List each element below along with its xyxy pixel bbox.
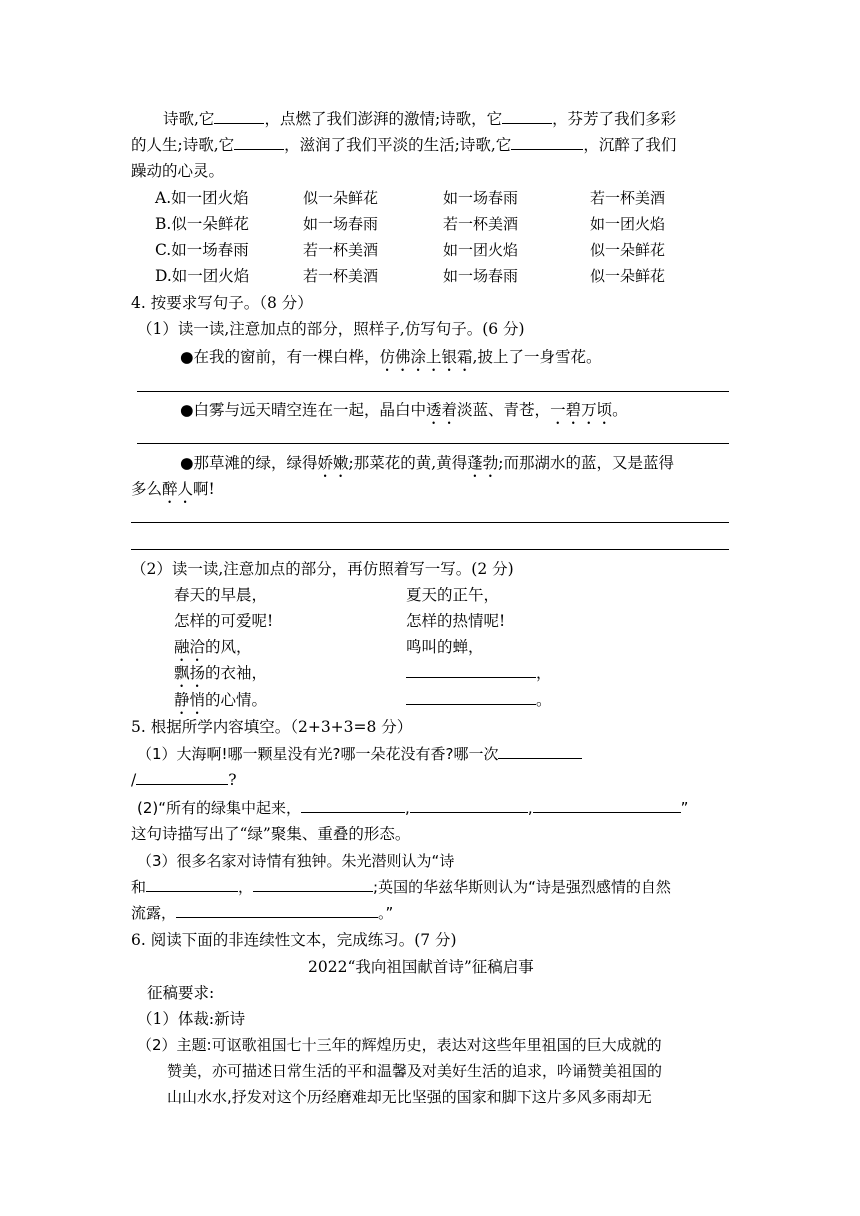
answer-line[interactable] [131, 522, 729, 523]
q5-item-1-cont [131, 769, 237, 791]
text: / [131, 771, 137, 789]
option-a-2: 似一朵鲜花 [303, 189, 379, 207]
text: ” [680, 799, 689, 817]
q3-line-1 [163, 108, 676, 130]
answer-blank[interactable] [301, 797, 405, 813]
option-d-4: 似一朵鲜花 [590, 267, 666, 285]
text: ,披上了一身雪花。 [472, 348, 602, 366]
text: ，点燃了我们澎湃的激情;诗歌，它 [264, 110, 503, 128]
requirement-1: （1）体裁:新诗 [137, 1010, 246, 1028]
option-b-3: 若一杯美酒 [443, 215, 519, 233]
q4-example-1 [180, 346, 601, 375]
text: ，沉醉了我们 [583, 136, 677, 154]
answer-blank[interactable] [502, 108, 552, 124]
poem-right-line [406, 689, 552, 711]
option-a-4: 若一杯美酒 [590, 189, 666, 207]
answer-blank[interactable] [176, 902, 378, 918]
requirements-label: 征稿要求: [147, 984, 215, 1002]
text: ， [536, 664, 552, 682]
poem-left-line: 春天的早晨， [174, 586, 268, 604]
text: , [527, 799, 533, 817]
answer-line[interactable] [131, 549, 729, 550]
q5-item-3: （3）很多名家对诗情有独钟。朱光潜则认为“诗 [137, 852, 455, 870]
option-d-3: 如一场春雨 [443, 267, 519, 285]
answer-blank[interactable] [406, 689, 536, 705]
text: ? [228, 771, 237, 789]
q3-line-2 [131, 134, 676, 156]
text: 多么 [131, 480, 163, 498]
option-d-label[interactable]: D.如一团火焰 [155, 267, 250, 285]
option-c-label[interactable]: C.如一场春雨 [155, 241, 249, 259]
q6-title: 6. 阅读下面的非连续性文本，完成练习。(7 分) [131, 931, 457, 949]
option-a-3: 如一场春雨 [443, 189, 519, 207]
option-b-label[interactable]: B.似一朵鲜花 [155, 215, 249, 233]
q5-item-2 [137, 797, 688, 819]
q4-example-3-cont [131, 478, 215, 507]
answer-blank[interactable] [406, 662, 536, 678]
emphasis-text: 娇嫩 [317, 454, 349, 472]
text: ;而那湖水的蓝，又是蓝得 [498, 454, 674, 472]
text: ●在我的窗前，有一棵白桦， [180, 348, 380, 366]
answer-blank[interactable] [214, 108, 264, 124]
text: 的人生;诗歌,它 [131, 136, 235, 154]
text: 和 [131, 878, 147, 896]
requirement-2-cont2: 山山水水,抒发对这个历经磨难却无比坚强的国家和脚下这片多风多雨却无 [167, 1088, 652, 1106]
q5-item-1 [137, 743, 582, 765]
text: 。 [536, 691, 552, 709]
requirement-2: （2）主题:可讴歌祖国七十三年的辉煌历史，表达对这些年里祖国的巨大成就的 [137, 1036, 662, 1054]
emphasis-text: 醉人 [162, 480, 194, 498]
answer-blank[interactable] [234, 134, 284, 150]
q4-sub1: （1）读一读,注意加点的部分，照样子,仿写句子。(6 分) [137, 320, 525, 338]
answer-blank[interactable] [253, 876, 373, 892]
requirement-2-cont: 赞美，亦可描述日常生活的平和温馨及对美好生活的追求，吟诵赞美祖国的 [167, 1062, 663, 1080]
answer-blank[interactable] [136, 769, 228, 785]
poem-left-line: 飘扬的衣袖， [174, 664, 268, 682]
text: ，芬芳了我们多彩 [552, 110, 677, 128]
text: (2)“所有的绿集中起来， [137, 799, 302, 817]
text: ;英国的华兹华斯则认为“诗是强烈感情的自然 [373, 878, 671, 896]
text: ， [238, 878, 254, 896]
option-c-4: 似一朵鲜花 [590, 241, 666, 259]
answer-line[interactable] [137, 443, 729, 444]
text: 。” [378, 904, 394, 922]
text: 啊! [193, 480, 215, 498]
q4-example-3 [180, 452, 674, 481]
poem-right-line [406, 662, 552, 684]
text: ，滋润了我们平淡的生活;诗歌,它 [284, 136, 512, 154]
option-d-2: 若一杯美酒 [303, 267, 379, 285]
emphasis-text: 静悄 [174, 691, 206, 709]
text: ●那草滩的绿，绿得 [180, 454, 318, 472]
option-b-2: 如一场春雨 [303, 215, 379, 233]
emphasis-text: 飘扬 [174, 664, 206, 682]
poem-right-line: 怎样的热情呢! [406, 612, 506, 630]
poem-left-line: 融洽的风， [174, 638, 252, 656]
poem-right-line: 鸣叫的蝉， [406, 638, 484, 656]
option-c-3: 如一团火焰 [443, 241, 519, 259]
text: ;那菜花的黄,黄得 [348, 454, 468, 472]
q5-item-2-cont: 这句诗描写出了“绿”聚集、重叠的形态。 [131, 825, 411, 843]
answer-blank[interactable] [511, 134, 583, 150]
text: , [405, 799, 410, 817]
text: 诗歌,它 [163, 110, 215, 128]
option-b-4: 如一团火焰 [590, 215, 666, 233]
text: 淡蓝、青苍， [457, 401, 551, 419]
q3-line-3: 躁动的心灵。 [131, 162, 225, 180]
q4-example-2 [180, 399, 628, 428]
text: 。 [612, 401, 628, 419]
emphasis-text: 仿佛涂上银霜 [379, 348, 473, 366]
notice-heading: 2022“我向祖国献首诗”征稿启事 [308, 958, 534, 976]
text: ●白雾与远天晴空连在一起，晶白中 [180, 401, 427, 419]
text: 流露， [131, 904, 177, 922]
poem-left-line: 怎样的可爱呢! [174, 612, 274, 630]
q5-title: 5. 根据所学内容填空。（2+3+3=8 分） [131, 718, 413, 736]
emphasis-text: 一碧万顷 [550, 401, 613, 419]
q5-item-3-cont2 [131, 902, 393, 924]
answer-blank[interactable] [533, 797, 681, 813]
answer-blank[interactable] [498, 743, 582, 759]
emphasis-text: 蓬勃 [467, 454, 499, 472]
emphasis-text: 透着 [426, 401, 458, 419]
text: （1）大海啊!哪一颗星没有光?哪一朵花没有香?哪一次 [137, 745, 499, 763]
option-c-2: 若一杯美酒 [303, 241, 379, 259]
q5-item-3-cont [131, 876, 671, 898]
answer-blank[interactable] [410, 797, 528, 813]
emphasis-text: 融洽 [174, 638, 206, 656]
answer-line[interactable] [137, 391, 729, 392]
q4-title: 4. 按要求写句子。（8 分） [131, 294, 313, 312]
poem-right-line: 夏天的正午， [406, 586, 500, 604]
answer-blank[interactable] [146, 876, 238, 892]
poem-left-line: 静悄的心情。 [174, 691, 268, 709]
q4-sub2: （2）读一读,注意加点的部分，再仿照着写一写。(2 分) [131, 560, 514, 578]
option-a-label[interactable]: A.如一团火焰 [155, 189, 249, 207]
